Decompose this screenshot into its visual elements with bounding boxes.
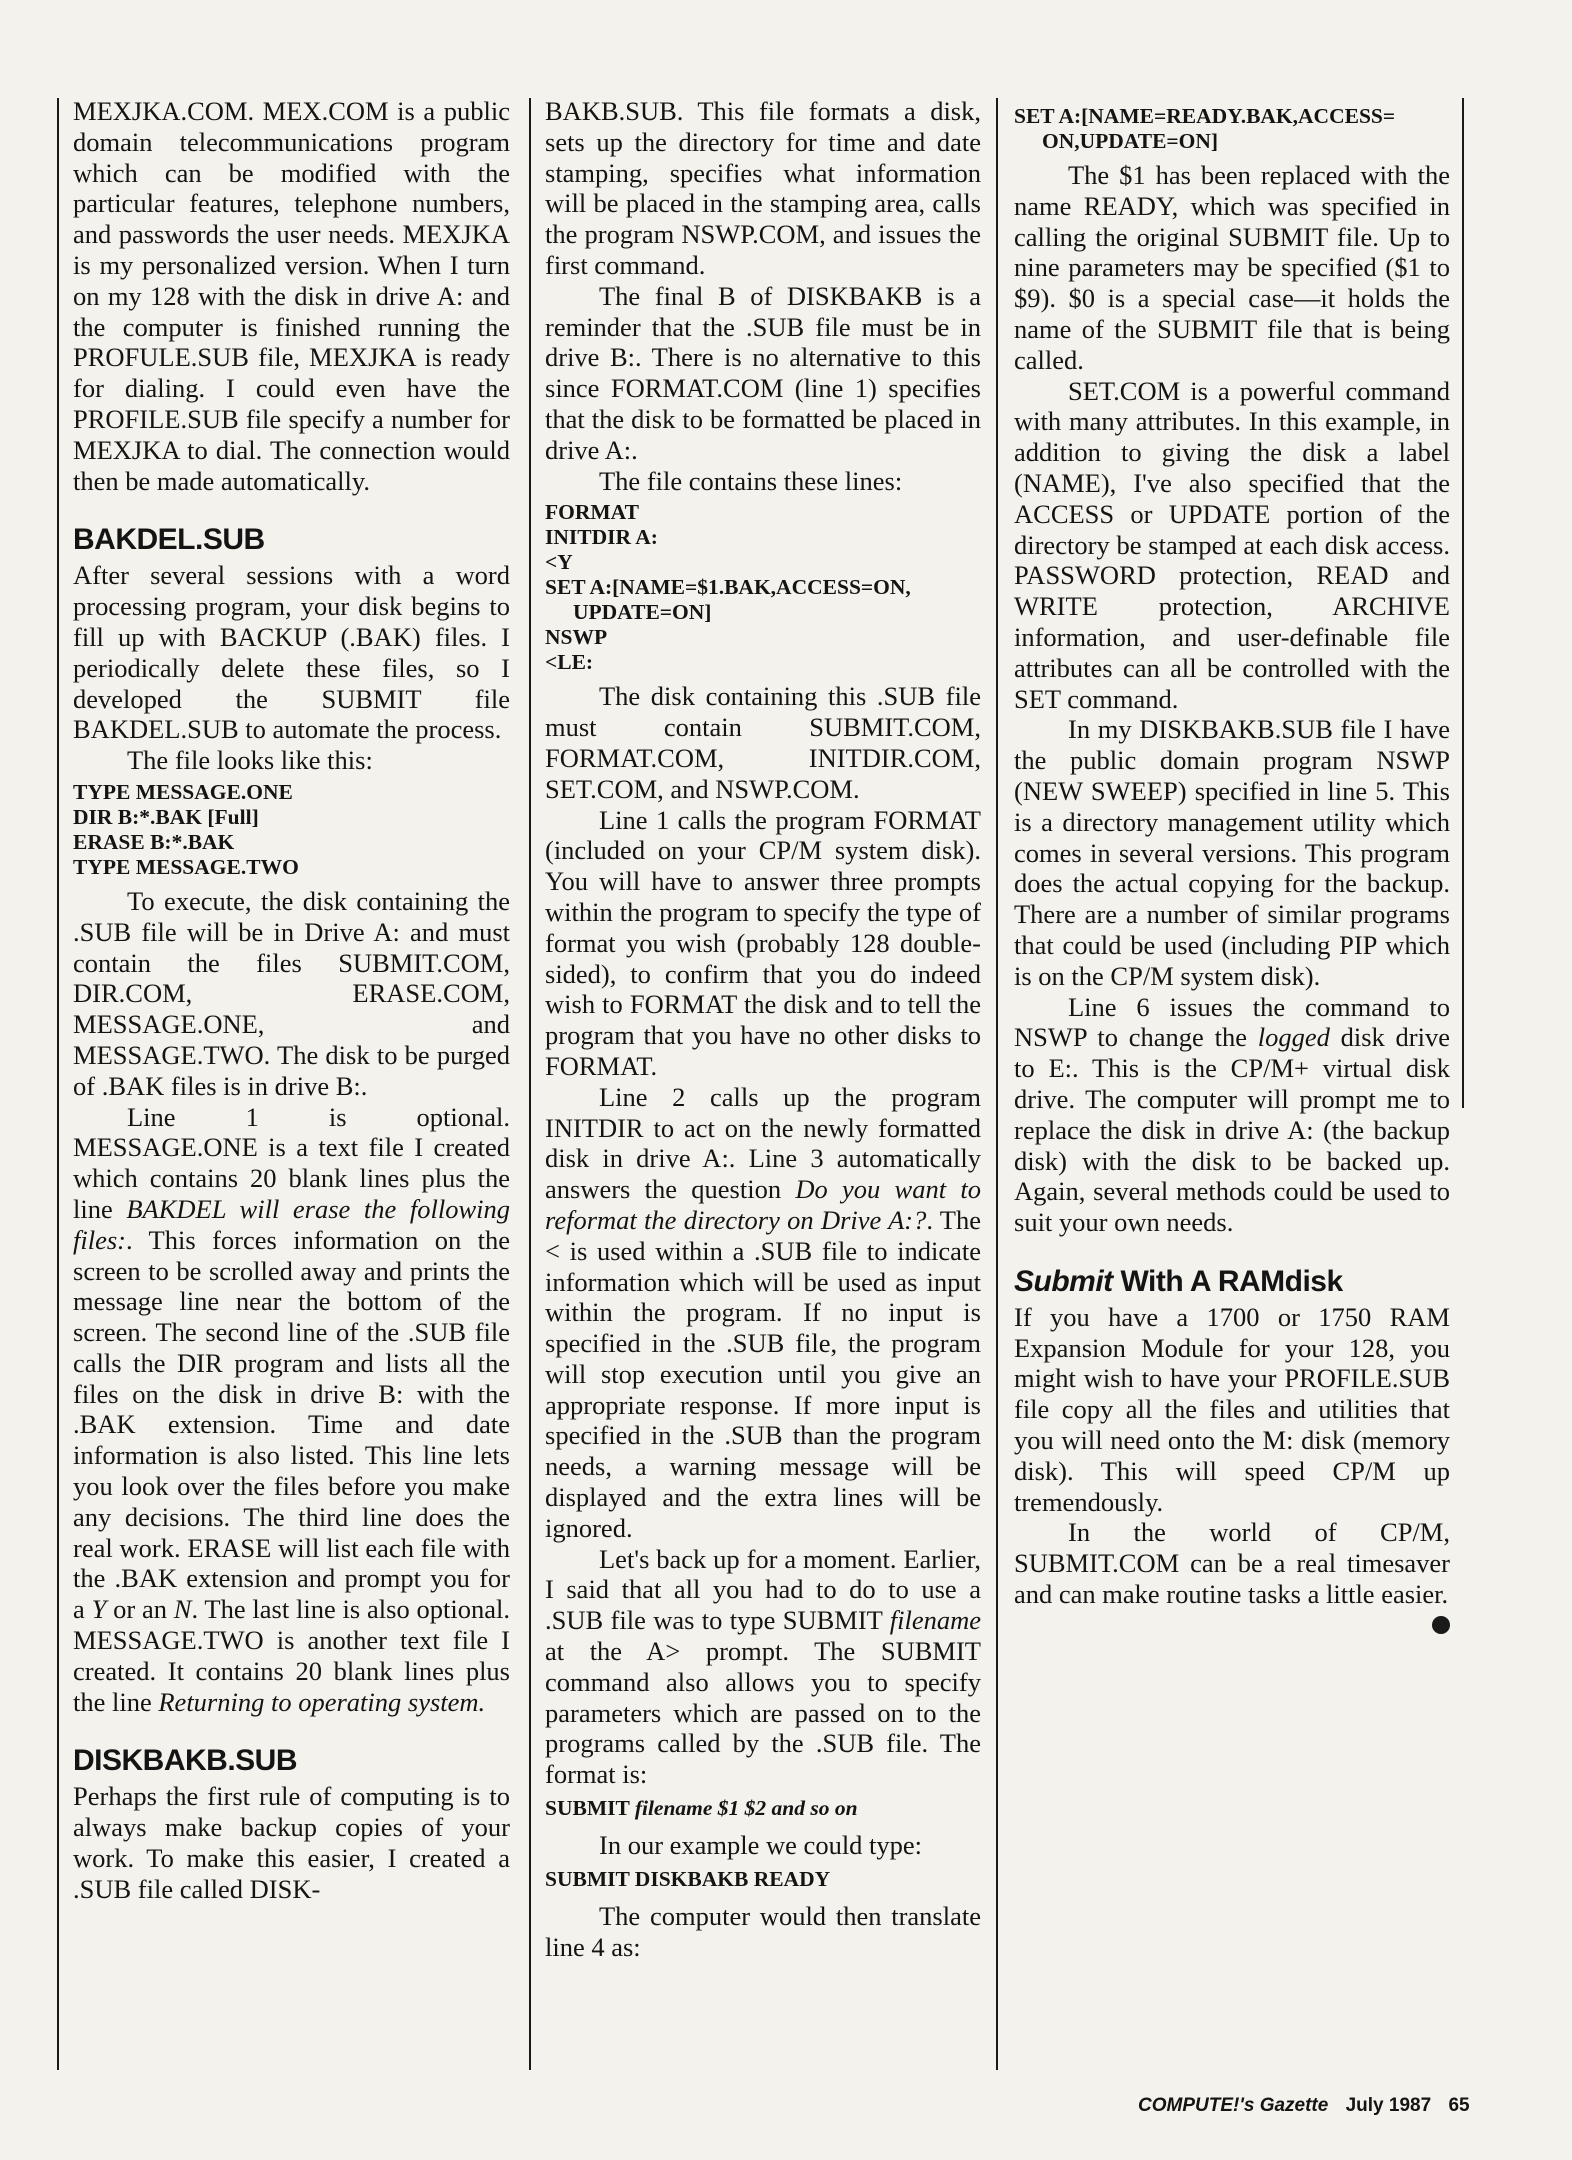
page-number: 65 — [1448, 2095, 1470, 2116]
code-listing-set — [1014, 104, 1450, 154]
paragraph: Line 2 calls up the program INITDIR to act on the newly formatted disk in drive A:. Line 3 automatically answers the question Do you want to reformat the directory on Drive A:?. The < is used within a .SUB file to indicate information which will be used as input within the program. If no input is specified in the .SUB file, the program will stop execution until you give an appropriate response. If more input is specified in the .SUB than the program needs, a warning message will be displayed and the extra lines will be ignored. — [545, 1081, 981, 1543]
column-rule-2 — [996, 98, 998, 2070]
paragraph: Line 6 issues the command to NSWP to change the logged disk drive to E:. This is the CP/M+ virtual disk drive. The computer will prompt me to replace the disk in drive A: (the backup disk) with the disk to be backed up. Again, several methods could be used to suit your own needs. — [1014, 991, 1450, 1238]
paragraph: The computer would then translate line 4 as: — [545, 1900, 981, 1962]
end-of-article-icon — [1432, 1616, 1450, 1634]
column-rule-1 — [529, 98, 531, 2070]
paragraph: To execute, the disk containing the .SUB file will be in Drive A: and must contain the files SUBMIT.COM, DIR.COM, ERASE.COM, MESSAGE.ONE, and MESSAGE.TWO. The disk to be purged of .BAK files is in drive B:. — [73, 885, 510, 1101]
paragraph: Line 1 calls the program FORMAT (included on your CP/M system disk). You will have to answer three prompts within the program to specify the type of format you wish (probably 128 double-sided), to confirm that you do indeed wish to FORMAT the disk and to tell the program that you have no other disks to FORMAT. — [545, 804, 981, 1081]
section-heading-bakdel: BAKDEL.SUB — [73, 523, 265, 557]
paragraph: The $1 has been replaced with the name READY, which was specified in calling the original SUBMIT file. Up to nine parameters may be specified ($1 to $9). $0 is a special case—it holds the name of the SUBMIT file that is being called. — [1014, 160, 1450, 375]
code-line: ON,UPDATE=ON] — [1042, 129, 1219, 153]
code-listing-bakdel — [73, 780, 510, 880]
code-listing-diskbakb — [545, 500, 981, 675]
paragraph: In my DISKBAKB.SUB file I have the public domain program NSWP (NEW SWEEP) specified in line 5. This is a directory management utility which comes in several versions. This program does the actual copying for the backup. There are a number of similar programs that could be used (including PIP which is on the CP/M system disk). — [1014, 714, 1450, 991]
paragraph: After several sessions with a word processing program, your disk begins to fill up with BACKUP (.BAK) files. I periodically delete these files, so I developed the SUBMIT file BAKDEL.SUB to automate the process. — [73, 560, 510, 745]
paragraph: MEXJKA.COM. MEX.COM is a public domain telecommunications program which can be modified with the particular features, telephone numbers, and passwords the user needs. MEXJKA is my personalized version. When I turn on my 128 with the disk in drive A: and the computer is finished running the PROFULE.SUB file, MEXJKA is ready for dialing. I could even have the PROFILE.SUB file specify a number for MEXJKA to dial. The connection would then be made automatically. — [73, 96, 510, 496]
code-line: <Y — [545, 550, 573, 575]
code-line: DIR B:*.BAK [Full] — [73, 804, 259, 829]
paragraph: Line 1 is optional. MESSAGE.ONE is a text file I created which contains 20 blank lines plus the line BAKDEL will erase the following files:. This forces information on the screen to be scrolled away and prints the message line near the bottom of the screen. The second line of the .SUB file calls the DIR program and lists all the files on the disk in drive B: with the .BAK extension. Time and date information is also listed. This line lets you look over the files before you make any decisions. The third line does the real work. ERASE will list each file with the .BAK extension and prompt you for a Y or an N. The last line is also optional. MESSAGE.TWO is another text file I created. It contains 20 blank lines plus the line Returning to operating system. — [73, 1101, 510, 1717]
code-line: NSWP — [545, 625, 608, 650]
column-1 — [73, 96, 510, 1905]
paragraph: SET.COM is a powerful command with many attributes. In this example, in addition to giving the disk a label (NAME), I've also specified that the ACCESS or UPDATE portion of the directory be stamped at each disk access. PASSWORD protection, READ and WRITE protection, ARCHIVE information, and user-definable file attributes can all be controlled with the SET command. — [1014, 375, 1450, 714]
column-rule-right — [1462, 98, 1464, 1108]
code-line: UPDATE=ON] — [573, 600, 712, 625]
paragraph: BAKB.SUB. This file formats a disk, sets up the directory for time and date stamping, specifies what information will be placed in the stamping area, calls the program NSWP.COM, and issues the first command. — [545, 96, 981, 280]
paragraph: The disk containing this .SUB file must contain SUBMIT.COM, FORMAT.COM, INITDIR.COM, SET.COM, and NSWP.COM. — [545, 681, 981, 804]
paragraph: Perhaps the first rule of computing is to always make backup copies of your work. To make this easier, I created a .SUB file called DISK- — [73, 1781, 510, 1904]
code-submit-format: SUBMIT filename $1 $2 and so on — [545, 1796, 858, 1821]
paragraph: The final B of DISKBAKB is a reminder that the .SUB file must be in drive B:. There is no alternative to this since FORMAT.COM (line 1) specifies that the disk to be formatted be placed in drive A:. — [545, 280, 981, 465]
page-footer — [1138, 2095, 1482, 2117]
code-line: TYPE MESSAGE.ONE — [73, 779, 293, 804]
code-line: SET A:[NAME=$1.BAK,ACCESS=ON, — [545, 575, 911, 600]
section-heading-ramdisk: Submit With A RAMdisk — [1014, 1264, 1343, 1298]
column-3 — [1014, 96, 1450, 1634]
issue-date: July 1987 — [1345, 2095, 1432, 2116]
column-2 — [545, 96, 981, 1962]
paragraph: In the world of CP/M, SUBMIT.COM can be a real timesaver and can make routine tasks a little easier. — [1014, 1517, 1450, 1609]
paragraph: The file looks like this: — [127, 745, 373, 776]
paragraph: The file contains these lines: — [599, 465, 903, 496]
code-line: TYPE MESSAGE.TWO — [73, 854, 299, 879]
code-submit-example: SUBMIT DISKBAKB READY — [545, 1866, 831, 1891]
code-line: SET A:[NAME=READY.BAK,ACCESS= — [1014, 104, 1396, 128]
code-line: INITDIR A: — [545, 525, 658, 550]
paragraph: Let's back up for a moment. Earlier, I said that all you had to do to use a .SUB file was to type SUBMIT filename at the A> prompt. The SUBMIT command also allows you to specify parameters which are passed on to the programs called by the .SUB file. The format is: — [545, 1543, 981, 1790]
code-line: ERASE B:*.BAK — [73, 829, 235, 854]
paragraph: In our example we could type: — [599, 1830, 923, 1861]
magazine-name: COMPUTE!'s Gazette — [1138, 2095, 1329, 2116]
code-line: <LE: — [545, 650, 594, 675]
code-line: FORMAT — [545, 500, 639, 525]
column-rule-left — [57, 98, 59, 2070]
section-heading-diskbakb: DISKBAKB.SUB — [73, 1744, 298, 1778]
paragraph: If you have a 1700 or 1750 RAM Expansion Module for your 128, you might wish to have your PROFILE.SUB file copy all the files and utilities that you will need onto the M: disk (memory disk). This will speed CP/M up tremendously. — [1014, 1301, 1450, 1517]
